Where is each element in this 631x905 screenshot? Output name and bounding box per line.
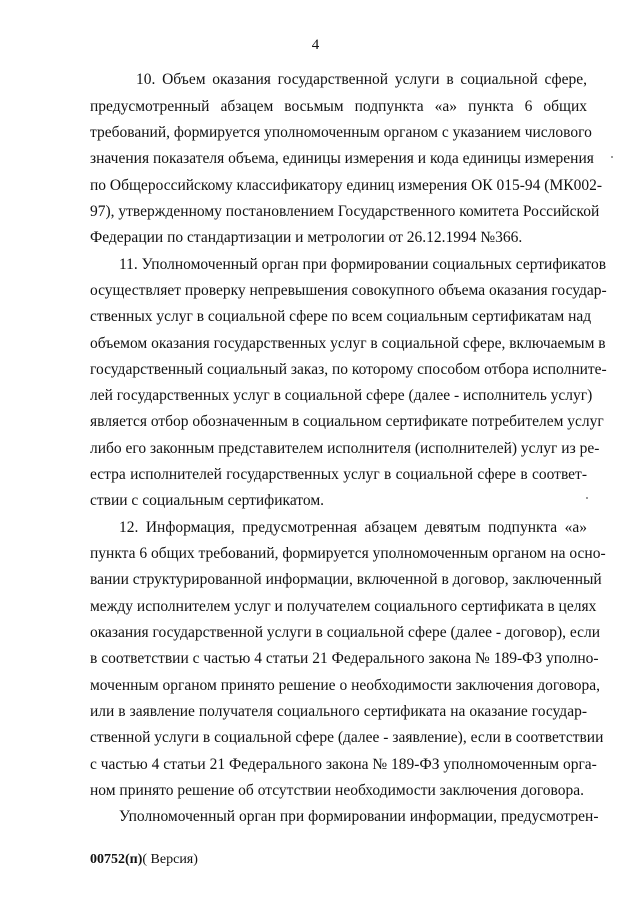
text-line: осуществляет проверку непревышения совокупного объема оказания государ- bbox=[90, 282, 607, 299]
text-line: пункта 6 общих требований, формируется уполномоченным органом на осно- bbox=[90, 545, 606, 562]
page-number: 4 bbox=[311, 37, 320, 53]
text-line: естра исполнителей государственных услуг в социальной сфере в соответ- bbox=[90, 466, 587, 483]
footer-version: ( Версия) bbox=[142, 852, 198, 867]
text-line: либо его законным представителем исполнителя (исполнителей) услуг из ре- bbox=[90, 440, 600, 457]
text-line: Уполномоченный орган при формировании информации, предусмотрен- bbox=[119, 808, 599, 825]
text-line: 11. Уполномоченный орган при формировании социальных сертификатов bbox=[119, 256, 607, 273]
text-line: лей государственных услуг в социальной сфере (далее - исполнитель услуг) bbox=[90, 387, 593, 404]
text-line: по Общероссийскому классификатору единиц измерения ОК 015-94 (МК002- bbox=[90, 177, 602, 194]
text-line: между исполнителем услуг и получателем социального сертификата в целях bbox=[90, 598, 597, 615]
text-line: Федерации по стандартизации и метрологии от 26.12.1994 №366. bbox=[90, 229, 523, 246]
scan-speck bbox=[586, 497, 588, 499]
text-line: в соответствии с частью 4 статьи 21 Федерального закона № 189-ФЗ уполно- bbox=[90, 650, 599, 667]
text-line: объемом оказания государственных услуг в социальной сфере, включаемым в bbox=[90, 335, 606, 352]
scan-speck bbox=[611, 156, 613, 158]
text-line: государственный социальный заказ, по которому способом отбора исполните- bbox=[90, 361, 607, 378]
text-line: 12. Информация, предусмотренная абзацем девятым подпункта «а» bbox=[119, 519, 587, 536]
text-line: ствии с социальным сертификатом. bbox=[90, 492, 325, 509]
text-line: с частью 4 статьи 21 Федерального закона № 189-ФЗ уполномоченным орга- bbox=[90, 756, 597, 773]
text-line: требований, формируется уполномоченным органом с указанием числового bbox=[90, 124, 592, 141]
text-line: является отбор обозначенным в социальном сертификате потребителем услуг bbox=[90, 413, 604, 430]
text-line: 10. Объем оказания государственной услуги в социальной сфере, bbox=[136, 71, 587, 88]
text-line: ственной услуги в социальной сфере (далее - заявление), если в соответствии bbox=[90, 729, 604, 746]
footer-code: 00752(п) bbox=[90, 852, 143, 867]
text-line: ственных услуг в социальной сфере по всем социальным сертификатам над bbox=[90, 308, 592, 325]
text-line: значения показателя объема, единицы измерения и кода единицы измерения bbox=[90, 150, 594, 167]
text-line: вании структурированной информации, включенной в договор, заключенный bbox=[90, 571, 602, 588]
document-footer bbox=[90, 852, 198, 868]
text-line: моченным органом принято решение о необходимости заключения договора, bbox=[90, 677, 601, 694]
text-line: ном принято решение об отсутствии необходимости заключения договора. bbox=[90, 782, 585, 799]
text-line: оказания государственной услуги в социальной сфере (далее - договор), если bbox=[90, 624, 601, 641]
text-line: или в заявление получателя социального сертификата на оказание государ- bbox=[90, 703, 587, 720]
text-line: предусмотренный абзацем восьмым подпункта «а» пункта 6 общих bbox=[90, 98, 587, 115]
text-line: 97), утвержденному постановлением Государственного комитета Российской bbox=[90, 203, 600, 220]
